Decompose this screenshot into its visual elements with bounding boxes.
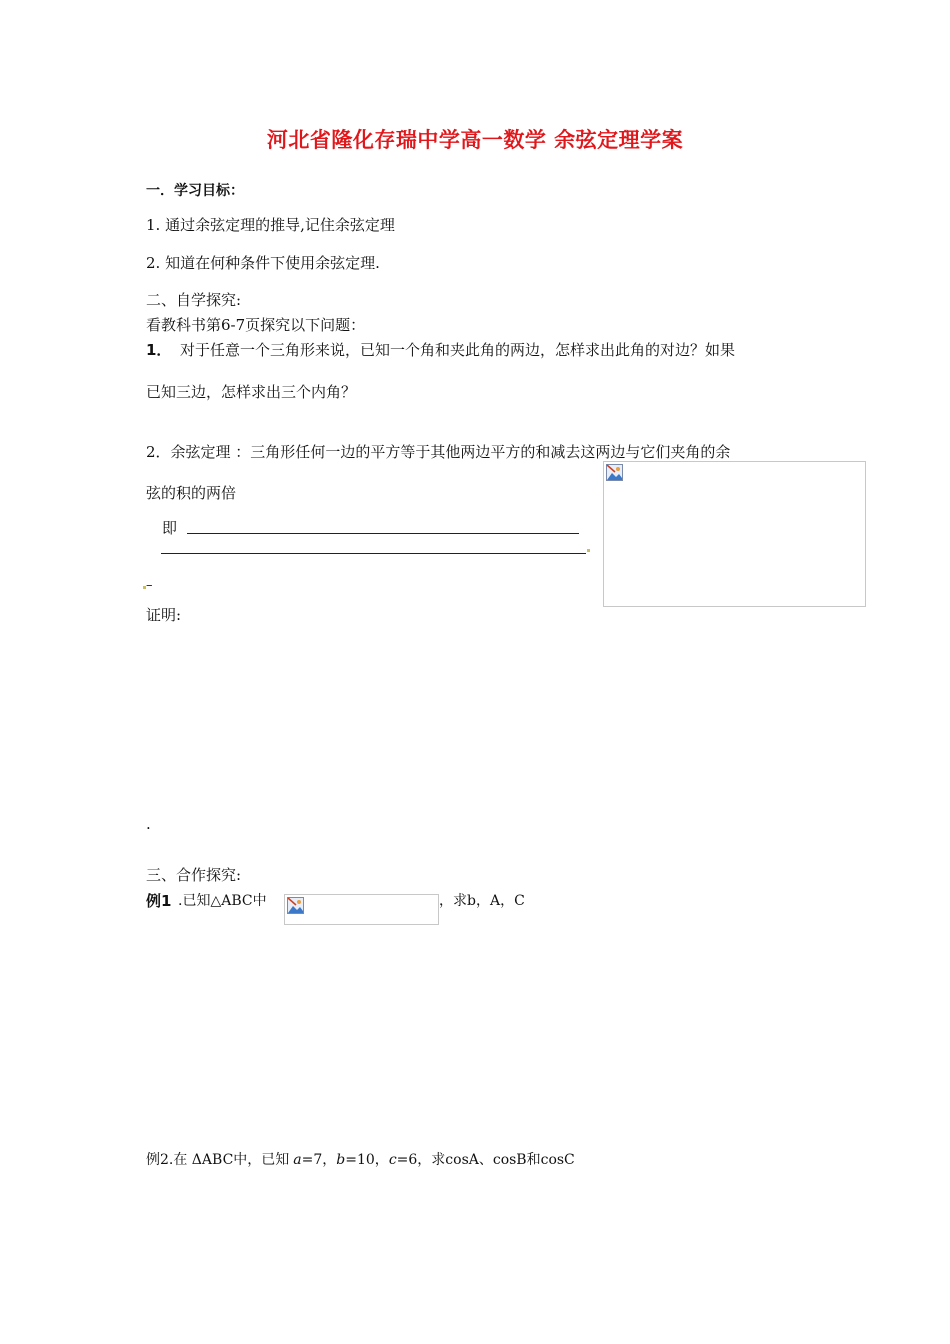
section-heading-cooperative: 三、合作探究:: [146, 866, 242, 884]
question-1-line-1: 对于任意一个三角形来说，已知一个角和夹此角的两边，怎样求出此角的对边？如果: [180, 341, 736, 359]
answer-blank-line-2: [161, 553, 586, 554]
answer-blank-line-1: [187, 533, 579, 534]
example-1-text: .已知△ABC中: [178, 893, 267, 909]
period-mark: .: [146, 815, 151, 833]
section-heading-goals: 一．学习目标：: [146, 183, 244, 199]
cosine-law-statement-line-2: 弦的积的两倍: [146, 484, 237, 502]
side-b-symbol: b: [336, 1152, 346, 1168]
side-a-value: =7，: [301, 1152, 337, 1168]
question-1-line-2: 已知三边，怎样求出三个内角？: [146, 383, 357, 401]
marker-dot: [143, 586, 146, 589]
example-1-condition-image: [284, 894, 439, 925]
goal-item-2: 2. 知道在何种条件下使用余弦定理.: [146, 254, 380, 272]
question-1-number: 1．: [146, 341, 172, 359]
broken-image-icon: [606, 464, 623, 481]
ji-label: 即: [162, 519, 178, 537]
marker-dot: [587, 549, 590, 552]
example-2-text: [146, 1149, 575, 1169]
page-title: 河北省隆化存瑞中学高一数学 余弦定理学案: [266, 128, 684, 152]
side-a-symbol: a: [293, 1152, 302, 1168]
example-1-tail: ，求b，A，C: [439, 893, 525, 909]
section-heading-self-study: 二、自学探究:: [146, 291, 242, 309]
side-c-value-and-question: =6，求cosA、cosB和cosC: [396, 1152, 575, 1168]
side-c-symbol: c: [388, 1152, 397, 1168]
proof-label: 证明:: [146, 606, 182, 624]
broken-image-icon: [287, 897, 304, 914]
example-1-label: 例1: [146, 892, 172, 910]
example-2-prefix: 例2.在 ΔABC中，已知: [146, 1152, 290, 1168]
side-b-value: =10，: [345, 1152, 389, 1168]
triangle-figure-image: [603, 461, 866, 607]
dash-mark: –: [146, 578, 153, 593]
goal-item-1: 1. 通过余弦定理的推导,记住余弦定理: [146, 216, 395, 234]
self-study-intro: 看教科书第6-7页探究以下问题：: [146, 316, 366, 334]
cosine-law-statement-line-1: 2．余弦定理 ：三角形任何一边的平方等于其他两边平方的和减去这两边与它们夹角的余: [146, 443, 731, 461]
